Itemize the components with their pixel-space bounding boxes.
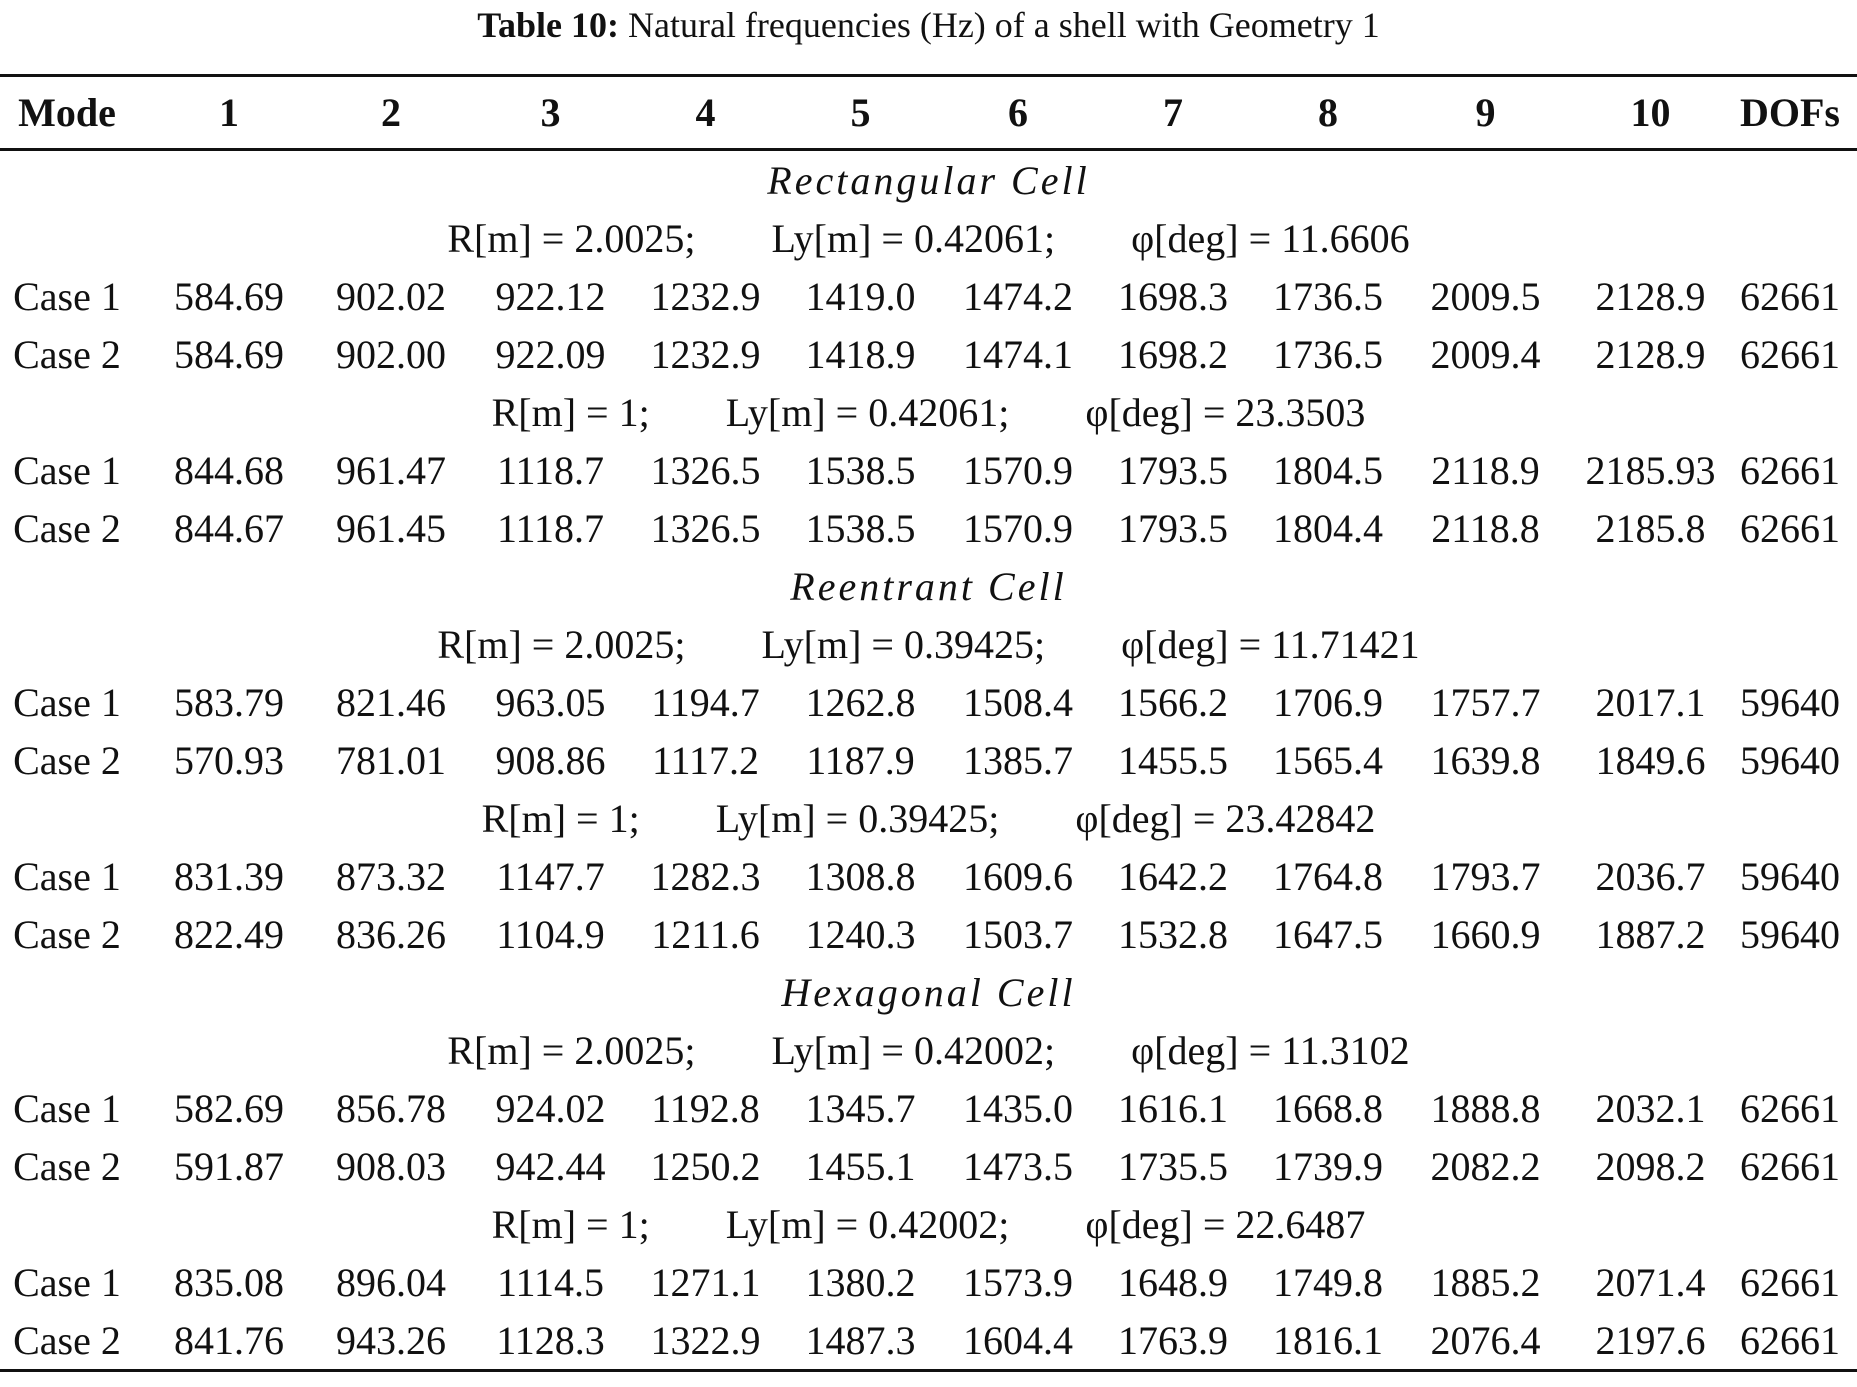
frequency-cell: 1487.3 (768, 1311, 953, 1371)
dofs-cell: 62661 (1723, 1311, 1857, 1371)
header-mode-9: 9 (1393, 76, 1578, 150)
dofs-cell: 59640 (1740, 737, 1840, 783)
parameter-value: φ[deg] = 23.3503 (1085, 389, 1366, 435)
dofs-cell: 62661 (1740, 273, 1840, 319)
frequency-cell: 1538.5 (805, 505, 916, 551)
frequency-cell: 1570.9 (963, 447, 1073, 493)
parameter-row (0, 383, 1857, 441)
parameter-row (0, 615, 1857, 673)
header-dofs: DOFs (1723, 76, 1857, 150)
frequency-cell: 1849.6 (1595, 737, 1706, 783)
parameter-value: Ly[m] = 0.42002; (771, 1027, 1056, 1073)
frequency-cell: 1736.5 (1273, 331, 1383, 377)
frequency-cell: 1114.5 (496, 1259, 605, 1305)
frequency-cell: 1698.2 (1118, 331, 1228, 377)
frequency-cell: 1282.3 (650, 853, 761, 899)
frequency-cell: 1804.4 (1273, 505, 1383, 551)
frequency-cell: 582.69 (174, 1085, 284, 1131)
frequency-cell: 1566.2 (1118, 679, 1228, 725)
group-title: Reentrant Cell (790, 563, 1067, 609)
frequency-cell: 1187.9 (806, 737, 915, 783)
frequency-cell: 1232.9 (650, 331, 761, 377)
table-row (0, 1253, 1857, 1311)
frequency-cell: 1639.8 (1430, 737, 1541, 783)
frequency-cell: 1763.9 (1083, 1311, 1263, 1371)
frequency-cell: 1240.3 (805, 911, 916, 957)
dofs-cell: 62661 (1740, 447, 1840, 493)
header-mode-3: 3 (458, 76, 643, 150)
frequency-cell: 1793.5 (1118, 505, 1228, 551)
table-row (0, 499, 1857, 557)
frequency-cell: 583.79 (174, 679, 284, 725)
parameter-value: R[m] = 2.0025; (437, 621, 686, 667)
table-row (0, 1079, 1857, 1137)
header-mode-1: 1 (134, 76, 324, 150)
frequency-cell: 835.08 (174, 1259, 284, 1305)
case-label: Case 2 (13, 911, 121, 957)
frequency-cell: 2076.4 (1393, 1311, 1578, 1371)
frequency-cell: 1668.8 (1273, 1085, 1383, 1131)
parameter-row (0, 1021, 1857, 1079)
frequency-cell: 1609.6 (963, 853, 1073, 899)
parameter-value: φ[deg] = 23.42842 (1075, 795, 1376, 841)
group-title: Hexagonal Cell (781, 969, 1076, 1015)
frequency-cell: 2128.9 (1595, 331, 1706, 377)
dofs-cell: 62661 (1740, 1259, 1840, 1305)
frequency-cell: 2118.9 (1431, 447, 1540, 493)
frequency-cell: 1642.2 (1118, 853, 1228, 899)
frequency-cell: 1128.3 (458, 1311, 643, 1371)
parameter-line (0, 209, 1857, 267)
frequency-cell: 1570.9 (963, 505, 1073, 551)
natural-frequencies-table (0, 74, 1857, 1372)
frequency-cell: 924.02 (495, 1085, 606, 1131)
case-label: Case 1 (13, 1259, 121, 1305)
frequency-cell: 1118.7 (496, 505, 605, 551)
frequency-cell: 1385.7 (963, 737, 1073, 783)
dofs-cell: 59640 (1740, 911, 1840, 957)
frequency-cell: 2098.2 (1595, 1143, 1706, 1189)
frequency-cell: 822.49 (174, 911, 284, 957)
frequency-cell: 1435.0 (963, 1085, 1073, 1131)
frequency-cell: 2009.4 (1430, 331, 1541, 377)
table-row (0, 673, 1857, 731)
frequency-cell: 1194.7 (651, 679, 760, 725)
header-mode-10: 10 (1578, 76, 1723, 150)
frequency-cell: 1764.8 (1273, 853, 1383, 899)
frequency-cell: 1117.2 (651, 737, 760, 783)
frequency-cell: 584.69 (174, 273, 284, 319)
parameter-line (0, 615, 1857, 673)
table-row (0, 441, 1857, 499)
case-label: Case 1 (13, 273, 121, 319)
frequency-cell: 1573.9 (963, 1259, 1073, 1305)
frequency-cell: 1532.8 (1118, 911, 1228, 957)
header-mode-4: 4 (643, 76, 768, 150)
frequency-cell: 2017.1 (1595, 679, 1706, 725)
case-label: Case 1 (13, 853, 121, 899)
parameter-value: φ[deg] = 11.3102 (1131, 1027, 1410, 1073)
frequency-cell: 1232.9 (650, 273, 761, 319)
frequency-cell: 922.09 (495, 331, 606, 377)
frequency-cell: 831.39 (174, 853, 284, 899)
frequency-cell: 1345.7 (805, 1085, 916, 1131)
parameter-row (0, 1195, 1857, 1253)
frequency-cell: 2118.8 (1431, 505, 1540, 551)
table-row (0, 267, 1857, 325)
header-mode-7: 7 (1083, 76, 1263, 150)
dofs-cell: 62661 (1740, 331, 1840, 377)
frequency-cell: 1887.2 (1595, 911, 1706, 957)
parameter-row (0, 209, 1857, 267)
frequency-cell: 1647.5 (1273, 911, 1383, 957)
frequency-cell: 1736.5 (1273, 273, 1383, 319)
group-title-row (0, 963, 1857, 1021)
frequency-cell: 1793.5 (1118, 447, 1228, 493)
table-row (0, 847, 1857, 905)
case-label: Case 2 (13, 1143, 121, 1189)
frequency-cell: 781.01 (336, 737, 446, 783)
frequency-cell: 1604.4 (953, 1311, 1083, 1371)
frequency-cell: 1816.1 (1263, 1311, 1393, 1371)
group-title: Rectangular Cell (767, 157, 1090, 203)
header-mode-6: 6 (953, 76, 1083, 150)
frequency-cell: 902.02 (336, 273, 446, 319)
frequency-cell: 1508.4 (963, 679, 1073, 725)
table-body (0, 150, 1857, 1371)
parameter-value: R[m] = 1; (491, 389, 650, 435)
frequency-cell: 1419.0 (805, 273, 916, 319)
frequency-cell: 1503.7 (963, 911, 1073, 957)
frequency-cell: 591.87 (174, 1143, 284, 1189)
dofs-cell: 59640 (1740, 853, 1840, 899)
parameter-row (0, 789, 1857, 847)
dofs-cell: 62661 (1740, 505, 1840, 551)
frequency-cell: 1474.2 (963, 273, 1073, 319)
frequency-cell: 1211.6 (651, 911, 760, 957)
frequency-cell: 1250.2 (650, 1143, 761, 1189)
frequency-cell: 1326.5 (650, 505, 761, 551)
frequency-cell: 1308.8 (805, 853, 916, 899)
frequency-cell: 961.45 (336, 505, 446, 551)
table-row (0, 731, 1857, 789)
table-header-row (0, 76, 1857, 150)
dofs-cell: 62661 (1740, 1085, 1840, 1131)
group-title-row (0, 150, 1857, 210)
frequency-cell: 943.26 (324, 1311, 458, 1371)
frequency-cell: 1418.9 (805, 331, 916, 377)
frequency-cell: 1698.3 (1118, 273, 1228, 319)
parameter-value: φ[deg] = 22.6487 (1085, 1201, 1366, 1247)
frequency-cell: 2185.93 (1585, 447, 1716, 493)
frequency-cell: 1888.8 (1430, 1085, 1541, 1131)
frequency-cell: 2082.2 (1430, 1143, 1541, 1189)
header-mode: Mode (0, 76, 134, 150)
frequency-cell: 2185.8 (1595, 505, 1706, 551)
frequency-cell: 1474.1 (963, 331, 1073, 377)
table-caption-text: Natural frequencies (Hz) of a shell with Geometry 1 (627, 5, 1380, 45)
parameter-value: R[m] = 2.0025; (447, 1027, 696, 1073)
parameter-line (0, 1195, 1857, 1253)
frequency-cell: 2071.4 (1595, 1259, 1706, 1305)
frequency-cell: 1380.2 (805, 1259, 916, 1305)
frequency-cell: 2128.9 (1595, 273, 1706, 319)
case-label: Case 2 (13, 505, 121, 551)
frequency-cell: 1739.9 (1273, 1143, 1383, 1189)
parameter-value: φ[deg] = 11.71421 (1121, 621, 1420, 667)
frequency-cell: 922.12 (495, 273, 606, 319)
frequency-cell: 1473.5 (963, 1143, 1073, 1189)
frequency-cell: 844.68 (174, 447, 284, 493)
frequency-cell: 2036.7 (1595, 853, 1706, 899)
header-mode-2: 2 (324, 76, 458, 150)
frequency-cell: 2197.6 (1578, 1311, 1723, 1371)
frequency-cell: 961.47 (336, 447, 446, 493)
frequency-cell: 821.46 (336, 679, 446, 725)
frequency-cell: 873.32 (336, 853, 446, 899)
case-label: Case 2 (13, 737, 121, 783)
table-row (0, 1311, 1857, 1371)
frequency-cell: 1192.8 (651, 1085, 760, 1131)
frequency-cell: 963.05 (495, 679, 606, 725)
frequency-cell: 942.44 (495, 1143, 606, 1189)
parameter-value: Ly[m] = 0.42061; (725, 389, 1010, 435)
frequency-cell: 1885.2 (1430, 1259, 1541, 1305)
frequency-cell: 1706.9 (1273, 679, 1383, 725)
parameter-value: R[m] = 1; (481, 795, 640, 841)
table-caption-label: Table 10: (477, 5, 619, 45)
frequency-cell: 1455.1 (805, 1143, 916, 1189)
frequency-cell: 856.78 (336, 1085, 446, 1131)
frequency-cell: 896.04 (336, 1259, 446, 1305)
table-row (0, 325, 1857, 383)
table-row (0, 905, 1857, 963)
header-mode-8: 8 (1263, 76, 1393, 150)
frequency-cell: 2009.5 (1430, 273, 1541, 319)
frequency-cell: 902.00 (336, 331, 446, 377)
case-label: Case 1 (13, 679, 121, 725)
group-title-row (0, 557, 1857, 615)
frequency-cell: 2032.1 (1595, 1085, 1706, 1131)
parameter-value: Ly[m] = 0.39425; (761, 621, 1046, 667)
case-label: Case 2 (0, 1311, 134, 1371)
parameter-line (0, 383, 1857, 441)
parameter-value: φ[deg] = 11.6606 (1131, 215, 1410, 261)
frequency-cell: 1104.9 (496, 911, 605, 957)
frequency-cell: 1660.9 (1430, 911, 1541, 957)
frequency-cell: 844.67 (174, 505, 284, 551)
frequency-cell: 1735.5 (1118, 1143, 1228, 1189)
frequency-cell: 1749.8 (1273, 1259, 1383, 1305)
frequency-cell: 570.93 (174, 737, 284, 783)
frequency-cell: 908.86 (495, 737, 606, 783)
case-label: Case 1 (13, 447, 121, 493)
case-label: Case 1 (13, 1085, 121, 1131)
frequency-cell: 1118.7 (496, 447, 605, 493)
parameter-value: R[m] = 2.0025; (447, 215, 696, 261)
table-row (0, 1137, 1857, 1195)
frequency-cell: 1322.9 (643, 1311, 768, 1371)
header-mode-5: 5 (768, 76, 953, 150)
frequency-cell: 841.76 (134, 1311, 324, 1371)
parameter-line (0, 1021, 1857, 1079)
frequency-cell: 1262.8 (805, 679, 916, 725)
frequency-cell: 1793.7 (1430, 853, 1541, 899)
frequency-cell: 1616.1 (1118, 1085, 1228, 1131)
frequency-cell: 1455.5 (1118, 737, 1228, 783)
frequency-cell: 1804.5 (1273, 447, 1383, 493)
frequency-cell: 1538.5 (805, 447, 916, 493)
parameter-value: Ly[m] = 0.42061; (771, 215, 1056, 261)
parameter-value: Ly[m] = 0.42002; (725, 1201, 1010, 1247)
parameter-value: R[m] = 1; (491, 1201, 650, 1247)
frequency-cell: 1326.5 (650, 447, 761, 493)
frequency-cell: 1565.4 (1273, 737, 1383, 783)
parameter-value: Ly[m] = 0.39425; (715, 795, 1000, 841)
frequency-cell: 1147.7 (496, 853, 605, 899)
frequency-cell: 836.26 (336, 911, 446, 957)
frequency-cell: 584.69 (174, 331, 284, 377)
dofs-cell: 59640 (1740, 679, 1840, 725)
frequency-cell: 1271.1 (650, 1259, 761, 1305)
frequency-cell: 908.03 (336, 1143, 446, 1189)
table-caption (0, 0, 1857, 50)
case-label: Case 2 (13, 331, 121, 377)
dofs-cell: 62661 (1740, 1143, 1840, 1189)
frequency-cell: 1648.9 (1118, 1259, 1228, 1305)
parameter-line (0, 789, 1857, 847)
frequency-cell: 1757.7 (1430, 679, 1541, 725)
